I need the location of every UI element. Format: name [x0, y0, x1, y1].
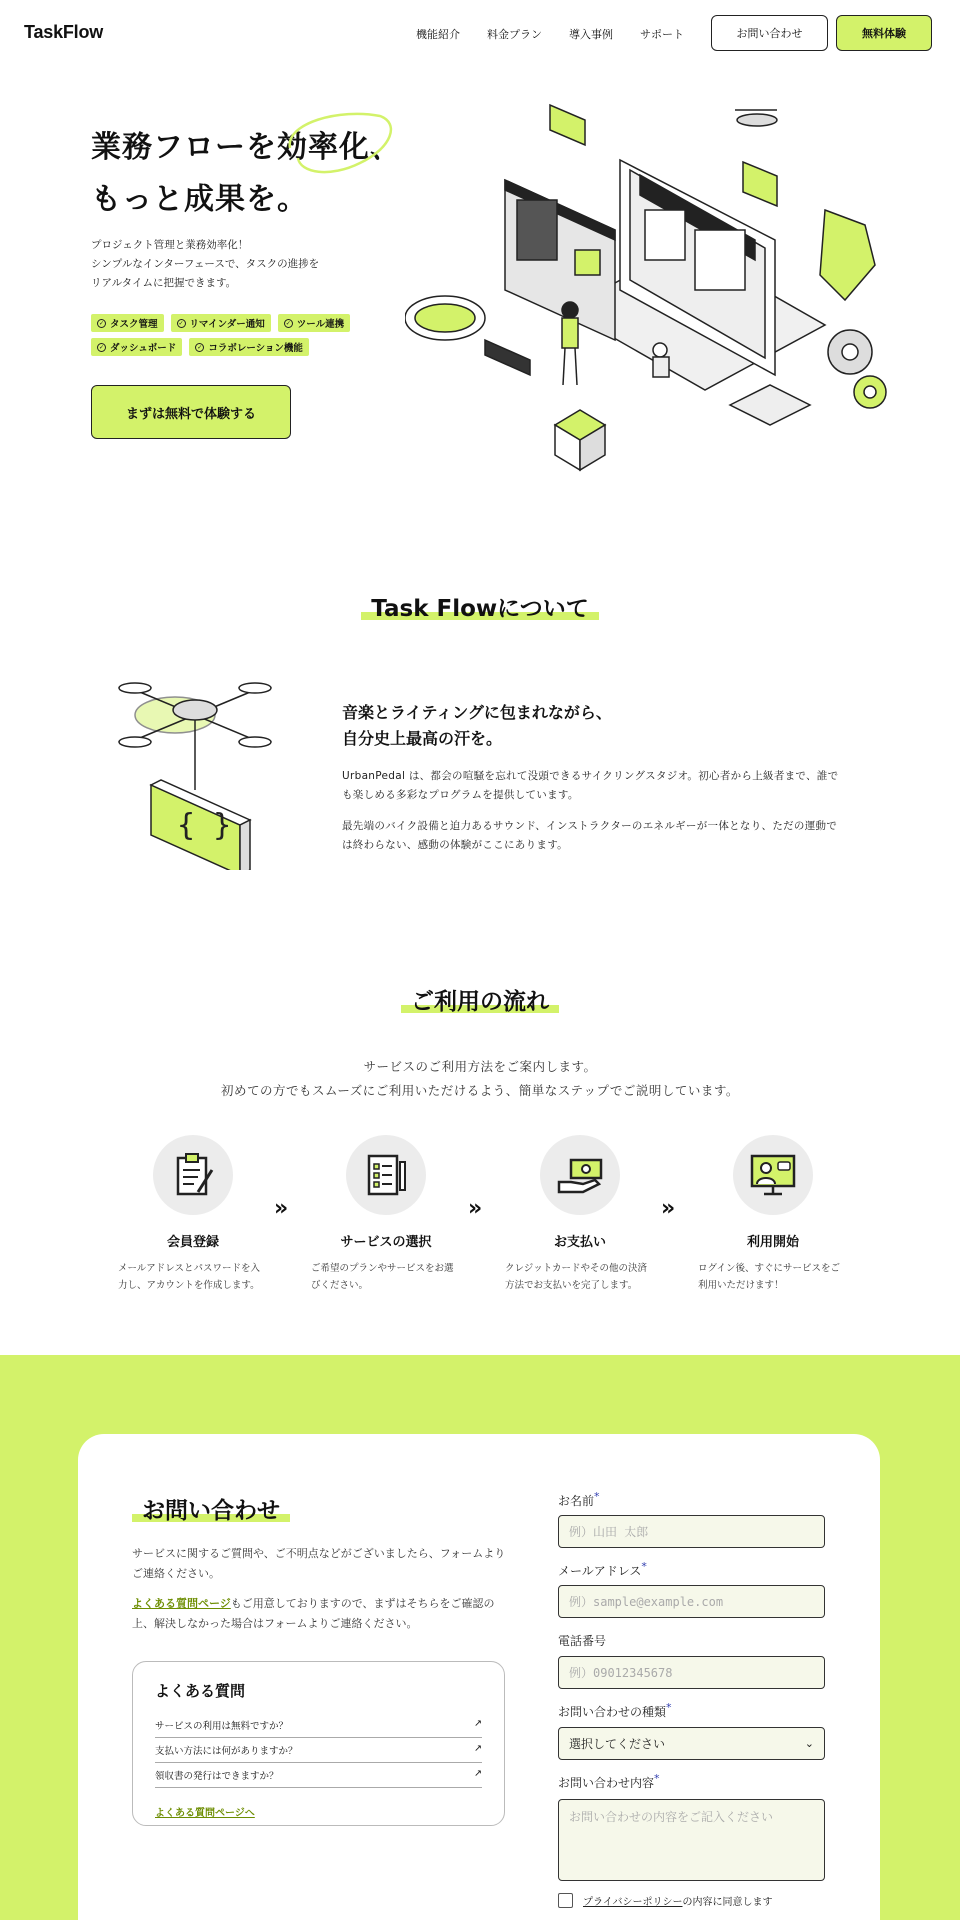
tag-label: コラボレーション機能: [208, 343, 303, 354]
feature-tag: [171, 314, 271, 332]
check-icon: ✓: [98, 319, 105, 327]
step-arrow-icon: »: [661, 1196, 676, 1221]
contact-title-text: お問い合わせ: [132, 1498, 290, 1524]
inquiry-type-label: [558, 1701, 672, 1720]
tel-label: 電話番号: [558, 1634, 607, 1648]
payment-icon: [540, 1135, 620, 1215]
about-heading-line: 音楽とライティングに包まれながら、: [342, 703, 612, 722]
privacy-checkbox[interactable]: [558, 1893, 573, 1908]
drone-illustration: [115, 670, 285, 870]
about-heading: [342, 700, 612, 752]
faq-more-link[interactable]: よくある質問ページへ: [155, 1808, 255, 1819]
hero-desc-line: リアルタイムに把握できます。: [91, 277, 237, 289]
contact-faq-note: [132, 1594, 507, 1634]
feature-tag: [91, 338, 182, 356]
required-mark: *: [594, 1490, 600, 1503]
tag-label: ダッシュボード: [110, 343, 177, 354]
required-mark: *: [641, 1560, 647, 1573]
tag-label: タスク管理: [110, 319, 158, 330]
hero-laptop-illustration: [405, 100, 905, 480]
flow-section-title: [0, 983, 960, 1016]
step-desc: クレジットカードやその他の決済方法でお支払いを完了します。: [505, 1263, 647, 1291]
flow-title-text: ご利用の流れ: [401, 989, 559, 1015]
hero-desc-line: シンプルなインターフェースで、タスクの進捗を: [91, 258, 320, 270]
main-nav: [416, 26, 684, 42]
nav-pricing[interactable]: 料金プラン: [487, 28, 542, 41]
tag-label: ツール連携: [296, 319, 345, 330]
faq-title: よくある質問: [155, 1682, 246, 1700]
checklist-icon: [346, 1135, 426, 1215]
step-desc: メールアドレスとパスワードを入力し、アカウントを作成します。: [118, 1263, 261, 1291]
nav-cases[interactable]: 導入事例: [569, 28, 613, 41]
title-circle-decoration: [280, 108, 398, 188]
faq-item[interactable]: [155, 1763, 482, 1788]
faq-item[interactable]: [155, 1713, 482, 1738]
name-label: [558, 1490, 600, 1509]
check-icon: ✓: [285, 319, 291, 327]
hero-cta-button[interactable]: まずは無料で体験する: [91, 385, 291, 439]
feature-tags: [91, 314, 371, 356]
email-label: [558, 1560, 647, 1579]
step-arrow-icon: »: [468, 1196, 483, 1221]
name-input[interactable]: 例）山田 太郎: [558, 1515, 825, 1548]
step-title: 会員登録: [166, 1235, 219, 1250]
flow-intro-line: 初めての方でもスムーズにご利用いただけるよう、簡単なステップでご説明しています。: [221, 1083, 739, 1098]
chevron-down-icon: ⌄: [804, 1737, 814, 1750]
email-input[interactable]: 例）sample@example.com: [558, 1585, 825, 1618]
nav-support[interactable]: サポート: [640, 28, 684, 41]
step-desc: ログイン後、すぐにサービスをご利用いただけます！: [698, 1263, 841, 1291]
name-label-text: お名前: [558, 1494, 595, 1508]
hero-description: [91, 236, 319, 293]
flow-step-payment: [505, 1135, 655, 1294]
faq-item[interactable]: [155, 1738, 482, 1763]
faq-question: 支払い方法には何がありますか？: [155, 1746, 298, 1757]
svg-text:{ }: { }: [177, 808, 232, 843]
about-paragraph-2: 最先端のバイク設備と迫力あるサウンド、インストラクターのエネルギーが一体となり、ただの運動では終わらない、感動の体験がここにあります。: [342, 820, 838, 851]
arrow-up-right-icon: ↗: [474, 1768, 482, 1779]
faq-page-link[interactable]: よくある質問ページ: [132, 1597, 231, 1610]
contact-title: [132, 1492, 290, 1525]
required-mark: *: [666, 1701, 672, 1714]
required-mark: *: [654, 1772, 660, 1785]
arrow-up-right-icon: ↗: [474, 1718, 482, 1729]
header-contact-button[interactable]: お問い合わせ: [711, 15, 828, 51]
feature-tag: [278, 314, 350, 332]
step-title: サービスの選択: [340, 1235, 432, 1250]
privacy-policy-link[interactable]: プライバシーポリシー: [583, 1897, 683, 1908]
clipboard-icon: [153, 1135, 233, 1215]
feature-tag: [91, 314, 164, 332]
faq-question: 領収書の発行はできますか？: [155, 1771, 279, 1782]
nav-features[interactable]: 機能紹介: [416, 28, 460, 41]
site-header: [0, 0, 960, 68]
flow-intro-line: サービスのご利用方法をご案内します。: [363, 1059, 597, 1074]
message-label-text: お問い合わせ内容: [558, 1776, 655, 1790]
message-label: [558, 1772, 660, 1791]
flow-step-register: [118, 1135, 268, 1294]
inquiry-type-label-text: お問い合わせの種類: [558, 1705, 667, 1719]
about-section-title: [0, 590, 960, 623]
arrow-up-right-icon: ↗: [474, 1743, 482, 1754]
flow-intro: [0, 1055, 960, 1103]
faq-box: [132, 1661, 505, 1826]
about-paragraph-1: UrbanPedal は、都会の喧騒を忘れて没頭できるサイクリングスタジオ。初心者から上級者まで、誰でも楽しめる多彩なプログラムを提供しています。: [342, 770, 839, 801]
hero-title-line1: 業務フローを効率化、: [91, 130, 401, 165]
hero-desc-line: プロジェクト管理と業務効率化！: [91, 239, 249, 251]
header-trial-button[interactable]: 無料体験: [836, 15, 932, 51]
feature-tag: [189, 338, 309, 356]
tel-input[interactable]: 例）09012345678: [558, 1656, 825, 1689]
check-icon: ✓: [98, 343, 105, 351]
check-icon: ✓: [178, 319, 184, 327]
privacy-text: の内容に同意します: [682, 1897, 773, 1908]
logo[interactable]: TaskFlow: [24, 22, 104, 42]
inquiry-type-select[interactable]: [558, 1727, 825, 1760]
step-arrow-icon: »: [274, 1196, 289, 1221]
inquiry-type-value: 選択してください: [569, 1737, 666, 1751]
tag-label: リマインダー通知: [189, 319, 265, 330]
message-textarea[interactable]: お問い合わせの内容をご記入ください: [558, 1799, 825, 1881]
privacy-agreement: [558, 1893, 773, 1908]
step-desc: ご希望のプランやサービスをお選びください。: [311, 1263, 454, 1291]
hero-title-line2: もっと成果を。: [91, 182, 308, 217]
flow-step-start: [698, 1135, 848, 1294]
email-label-text: メールアドレス: [558, 1564, 642, 1578]
faq-question: サービスの利用は無料ですか？: [155, 1721, 289, 1732]
step-title: 利用開始: [746, 1235, 799, 1250]
about-title-text: Task Flowについて: [361, 596, 598, 622]
monitor-user-icon: [733, 1135, 813, 1215]
step-title: お支払い: [553, 1235, 606, 1250]
about-heading-line: 自分史上最高の汗を。: [342, 729, 503, 748]
contact-intro: サービスに関するご質問や、ご不明点などがございましたら、フォームよりご連絡ください。: [132, 1547, 506, 1580]
check-icon: ✓: [197, 343, 203, 351]
flow-step-select: [311, 1135, 461, 1294]
contact-faq-note-text: もご用意しておりますので、まずはそちらをご確認の上、解決しなかった場合はフォームよりご連絡ください。: [132, 1597, 495, 1630]
